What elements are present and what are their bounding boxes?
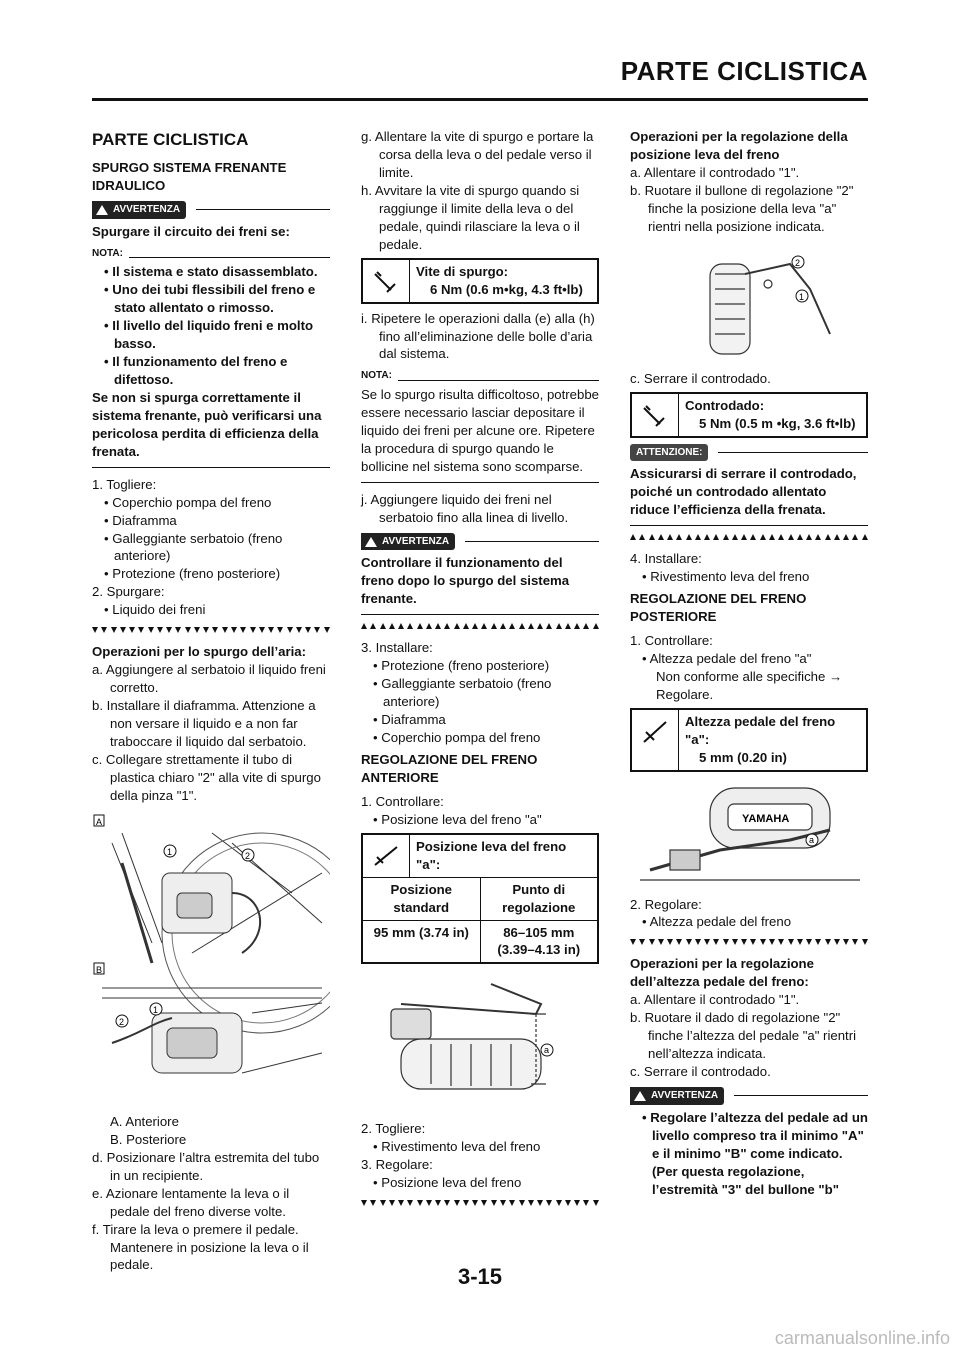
section-end-marker bbox=[630, 534, 868, 542]
figure-label-b: B bbox=[96, 964, 103, 975]
spec-box-locknut bbox=[630, 392, 868, 438]
warning-tail: Se non si spurga correttamente il sistema frenante, può verificarsi una pericolosa perdita di efficienza della frenata. bbox=[92, 389, 322, 459]
list-item: • Rivestimento leva del freno bbox=[642, 568, 810, 584]
watermark: carmanualsonline.info bbox=[774, 1328, 950, 1348]
warning-text: • Regolare l’altezza del pedale ad un livello compreso tra il minimo "A" e il minimo "B" come indicato. (Per questa regolazione, l’estremità "3" del bullone "b" bbox=[642, 1109, 868, 1197]
caution-text: Assicurarsi di serrare il controdado, poiché un controdado allentato riduce l’efficienza della frenata. bbox=[630, 466, 857, 518]
step: 1. Togliere: bbox=[92, 476, 157, 492]
column-2 bbox=[361, 128, 599, 1216]
page-title: PARTE CICLISTICA bbox=[620, 56, 868, 86]
caption: B. Posteriore bbox=[110, 1131, 187, 1147]
procedure-step: h. Avvitare la vite di spurgo quando si raggiunge il limite della leva o del pedale, quindi rilasciare la leva o il pedale. bbox=[361, 182, 580, 252]
svg-text:1: 1 bbox=[167, 846, 173, 857]
list-item: • Diaframma bbox=[104, 512, 177, 528]
spec-value: 6 Nm (0.6 m•kg, 4.3 ft•lb) bbox=[430, 281, 583, 297]
warning-banner bbox=[630, 1087, 868, 1105]
section-end-marker bbox=[361, 623, 599, 631]
procedure-title: Operazioni per la regolazione dell’altezza pedale del freno: bbox=[630, 956, 814, 990]
list-item: • Protezione (freno posteriore) bbox=[373, 658, 550, 674]
table-header-row bbox=[363, 878, 597, 921]
spec-box-pedal-height bbox=[630, 708, 868, 772]
ruler-icon bbox=[632, 710, 679, 770]
spec-value: 5 mm (0.20 in) bbox=[699, 749, 787, 765]
svg-text:2: 2 bbox=[119, 1016, 125, 1027]
warning-badge: AVVERTENZA bbox=[92, 201, 186, 219]
procedure-step: c. Serrare il controdado. bbox=[630, 370, 771, 386]
list-item: • Coperchio pompa del freno bbox=[373, 729, 541, 745]
caution-banner bbox=[630, 444, 868, 462]
spec-note: Regolare. bbox=[656, 686, 714, 702]
figure-lever-adjust bbox=[630, 244, 868, 364]
procedure-step: i. Ripetere le operazioni dalla (e) alla (h) fino all’eliminazione delle bolle d’aria dal sistema. bbox=[361, 310, 595, 362]
list-item: • Altezza pedale del freno bbox=[642, 914, 792, 930]
procedure-step: g. Allentare la vite di spurgo e portare la corsa della leva o del pedale verso il limite. bbox=[361, 129, 594, 180]
svg-text:1: 1 bbox=[153, 1004, 159, 1015]
step: 1. Controllare: bbox=[630, 632, 713, 648]
warning-text: Controllare il funzionamento del freno dopo lo spurgo del sistema frenante. bbox=[361, 555, 570, 607]
table-row bbox=[363, 921, 597, 963]
procedure-step: a. Allentare il controdado "1". bbox=[630, 992, 800, 1008]
figure-rear-pedal bbox=[630, 780, 868, 890]
header-rule bbox=[92, 98, 868, 101]
list-item: • Posizione leva del freno "a" bbox=[373, 811, 542, 827]
note-text: Se lo spurgo risulta difficoltoso, potrebbe essere necessario lasciar depositare il liquido dei freni per alcune ore. Ripetere la procedura di spurgo quando le bollicine nel sistema sono scomparse. bbox=[361, 387, 600, 474]
svg-text:1: 1 bbox=[799, 291, 805, 302]
list-item: • Il sistema e stato disassemblato. bbox=[104, 264, 318, 280]
figure-front-caliper bbox=[92, 813, 330, 1113]
step: 2. Regolare: bbox=[630, 896, 702, 912]
figure-label: a bbox=[544, 1045, 550, 1056]
step: 3. Regolare: bbox=[361, 1157, 433, 1173]
warning-lead: Spurgare il circuito dei freni se: bbox=[92, 223, 290, 239]
subheading-rear-brake: REGOLAZIONE DEL FRENO POSTERIORE bbox=[630, 590, 807, 624]
page-number: 3-15 bbox=[457, 1264, 503, 1289]
page-header bbox=[0, 0, 960, 110]
section-title: PARTE CICLISTICA bbox=[92, 130, 249, 149]
list-item: • Coperchio pompa del freno bbox=[104, 494, 272, 510]
procedure-step: f. Tirare la leva o premere il pedale. Mantenere in posizione la leva o il pedale. bbox=[92, 1221, 309, 1273]
procedure-step: c. Serrare il controdado. bbox=[630, 1064, 771, 1080]
svg-text:2: 2 bbox=[245, 850, 251, 861]
torque-wrench-icon bbox=[363, 260, 410, 302]
step: 1. Controllare: bbox=[361, 793, 444, 809]
column-3 bbox=[630, 128, 868, 1198]
procedure-step: b. Installare il diaframma. Attenzione a non versare il liquido e a non far traboccare il liquido dal serbatoio. bbox=[92, 698, 316, 750]
list-item: • Uno dei tubi flessibili del freno e stato allentato o rimosso. bbox=[104, 282, 316, 316]
list-item: • Protezione (freno posteriore) bbox=[104, 566, 281, 582]
warning-banner bbox=[92, 201, 330, 219]
warning-triangle-icon bbox=[365, 537, 377, 547]
table-title: Posizione leva del freno "a": bbox=[409, 835, 597, 877]
note-label: NOTA: bbox=[92, 247, 330, 261]
section-start-marker bbox=[92, 627, 330, 635]
svg-text:2: 2 bbox=[795, 257, 801, 268]
warning-triangle-icon bbox=[96, 205, 108, 215]
procedure-title: Operazioni per lo spurgo dell’aria: bbox=[92, 644, 306, 660]
subheading-front-brake: REGOLAZIONE DEL FRENO ANTERIORE bbox=[361, 751, 538, 785]
step: 2. Spurgare: bbox=[92, 584, 165, 600]
list-item: • Rivestimento leva del freno bbox=[373, 1139, 541, 1155]
column-1 bbox=[92, 128, 330, 1274]
procedure-step: d. Posizionare l’altra estremita del tubo in un recipiente. bbox=[92, 1149, 320, 1183]
table-header: Punto di regolazione bbox=[502, 881, 576, 915]
list-item: • Il funzionamento del freno e difettoso. bbox=[104, 353, 288, 387]
list-item: • Galleggiante serbatoio (freno anteriore) bbox=[104, 530, 283, 564]
spec-title: Controdado: bbox=[685, 397, 765, 413]
procedure-step: b. Ruotare il dado di regolazione "2" finche l’altezza del pedale "a" rientri nell’altezza indicata. bbox=[630, 1010, 857, 1062]
list-item: • Galleggiante serbatoio (freno anteriore) bbox=[373, 676, 552, 710]
warning-banner bbox=[361, 533, 599, 551]
spec-box-bleed-screw bbox=[361, 258, 599, 304]
list-item: • Diaframma bbox=[373, 711, 446, 727]
brand-text: YAMAHA bbox=[742, 812, 790, 825]
spec-value: 5 Nm (0.5 m •kg, 3.6 ft•lb) bbox=[699, 415, 856, 431]
warning-triangle-icon bbox=[634, 1091, 646, 1101]
table-header: Posizione standard bbox=[363, 878, 481, 920]
spec-title: Altezza pedale del freno "a": bbox=[685, 713, 836, 747]
section-start-marker bbox=[630, 939, 868, 947]
warning-badge: AVVERTENZA bbox=[361, 533, 455, 551]
list-item: • Altezza pedale del freno "a" bbox=[642, 650, 812, 666]
list-item: • Liquido dei freni bbox=[104, 602, 206, 618]
subheading-bleeding: SPURGO SISTEMA FRENANTE IDRAULICO bbox=[92, 160, 287, 194]
procedure-step: c. Collegare strettamente il tubo di plastica chiaro "2" alla vite di spurgo della pinza "1". bbox=[92, 751, 321, 803]
svg-text:a: a bbox=[809, 834, 815, 845]
caution-badge: ATTENZIONE: bbox=[630, 444, 708, 462]
procedure-step: a. Aggiungere al serbatoio il liquido freni corretto. bbox=[92, 662, 326, 696]
figure-brake-lever bbox=[361, 974, 599, 1114]
step: 2. Togliere: bbox=[361, 1121, 426, 1137]
procedure-step: b. Ruotare il bullone di regolazione "2" finche la posizione della leva "a" rientri nella posizione indicata. bbox=[630, 182, 854, 234]
procedure-step: e. Azionare lentamente la leva o il pedale del freno diverse volte. bbox=[92, 1185, 290, 1219]
spec-table-lever-position bbox=[361, 833, 599, 965]
torque-wrench-icon bbox=[632, 394, 679, 436]
table-cell: 95 mm (3.74 in) bbox=[363, 921, 481, 963]
procedure-step: a. Allentare il controdado "1". bbox=[630, 164, 800, 180]
step: 4. Installare: bbox=[630, 551, 702, 567]
procedure-step: j. Aggiungere liquido dei freni nel serbatoio fino alla linea di livello. bbox=[361, 491, 569, 525]
procedure-title: Operazioni per la regolazione della posizione leva del freno bbox=[630, 129, 848, 162]
table-cell: 86–105 mm (3.39–4.13 in) bbox=[497, 924, 581, 958]
caption: A. Anteriore bbox=[110, 1113, 179, 1129]
spec-note: Non conforme alle specifiche → bbox=[656, 668, 843, 684]
figure-label-a: A bbox=[96, 816, 103, 827]
ruler-icon bbox=[363, 835, 409, 877]
warning-badge: AVVERTENZA bbox=[630, 1087, 724, 1105]
list-item: • Posizione leva del freno bbox=[373, 1175, 522, 1191]
section-start-marker bbox=[361, 1200, 599, 1208]
note-label: NOTA: bbox=[361, 369, 599, 383]
spec-title: Vite di spurgo: bbox=[416, 263, 509, 279]
list-item: • Il livello del liquido freni e molto basso. bbox=[104, 318, 314, 351]
step: 3. Installare: bbox=[361, 640, 433, 656]
